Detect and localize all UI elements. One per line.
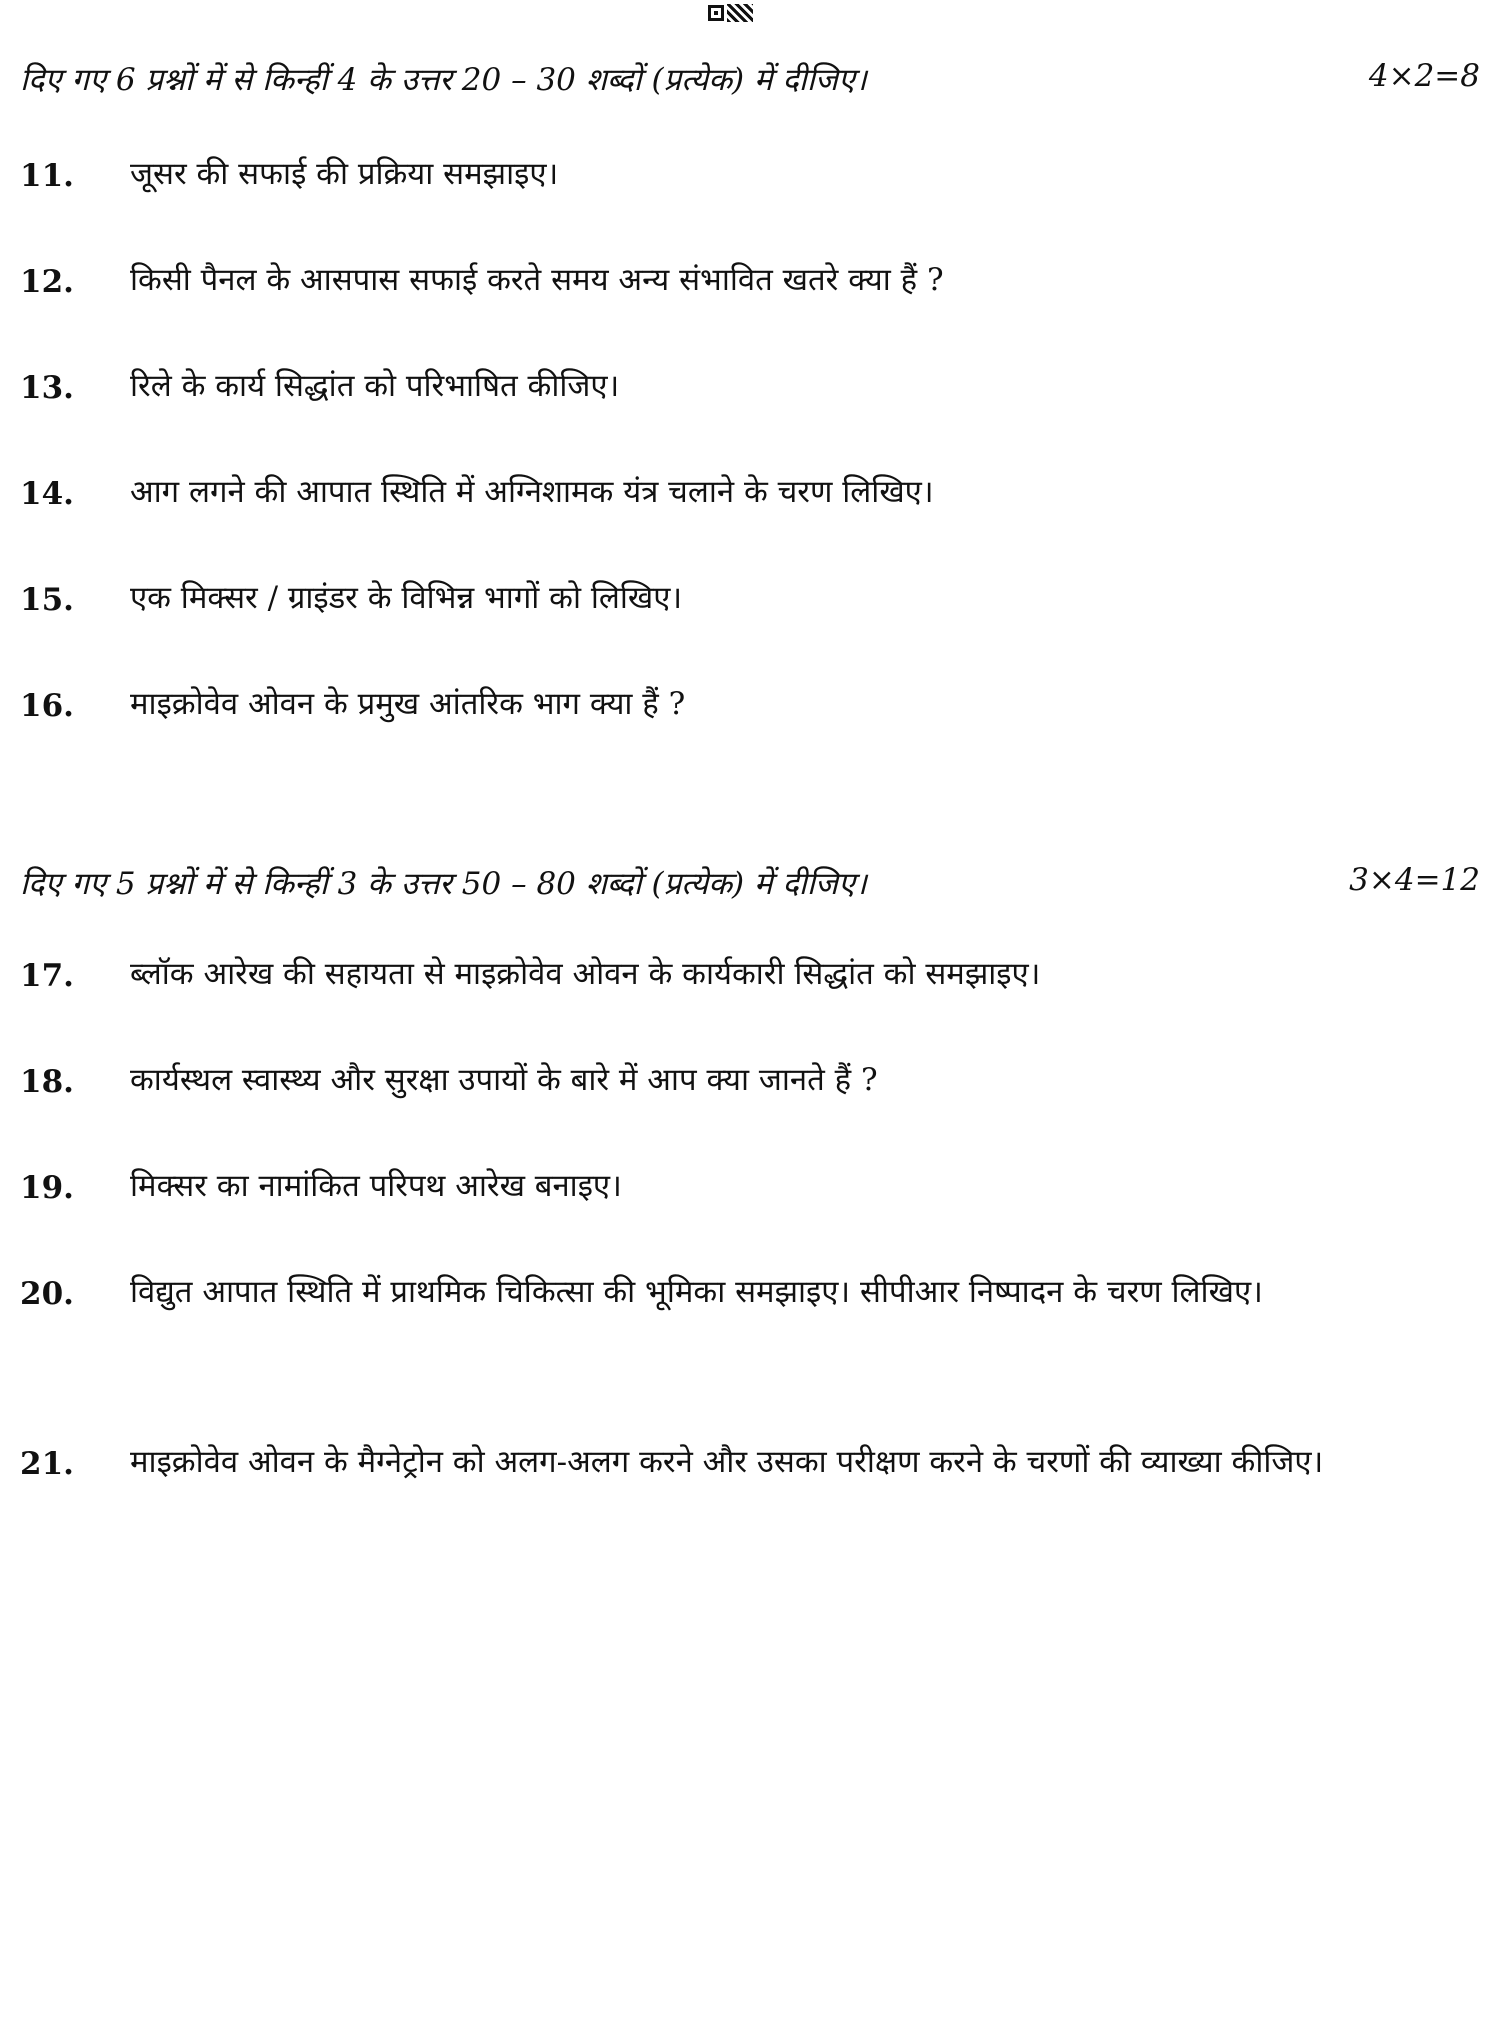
question-text: मिक्सर का नामांकित परिपथ आरेख बनाइए। xyxy=(130,1168,622,1204)
question-item xyxy=(20,688,1420,738)
question-text: माइक्रोवेव ओवन के मैग्नेट्रोन को अलग-अलग करने और उसका परीक्षण करने के चरणों की व्याख्या कीजिए। xyxy=(130,1444,1324,1480)
question-item xyxy=(20,1064,1420,1114)
question-number: 18. xyxy=(20,1064,74,1100)
question-text: ब्लॉक आरेख की सहायता से माइक्रोवेव ओवन के कार्यकारी सिद्धांत को समझाइए। xyxy=(130,956,1041,992)
question-number: 14. xyxy=(20,476,74,512)
question-number: 15. xyxy=(20,582,74,618)
question-number: 12. xyxy=(20,264,74,300)
section-instruction xyxy=(20,862,1480,904)
question-item xyxy=(20,264,1420,314)
question-number: 16. xyxy=(20,688,74,724)
question-number: 21. xyxy=(20,1446,74,1482)
question-item xyxy=(20,370,1420,420)
question-text: कार्यस्थल स्वास्थ्य और सुरक्षा उपायों के बारे में आप क्या जानते हैं ? xyxy=(130,1062,878,1098)
question-number: 17. xyxy=(20,958,74,994)
marks-scheme: 3×4=12 xyxy=(1349,862,1480,898)
question-item xyxy=(20,1170,1420,1220)
section-instruction xyxy=(20,58,1480,100)
question-text: जूसर की सफाई की प्रक्रिया समझाइए। xyxy=(130,156,559,192)
question-number: 20. xyxy=(20,1276,74,1312)
question-text: विद्युत आपात स्थिति में प्राथमिक चिकित्सा की भूमिका समझाइए। सीपीआर निष्पादन के चरण लिखिए। xyxy=(130,1274,1263,1310)
instruction-text: दिए गए 5 प्रश्नों में से किन्हीं 3 के उत्तर 50 – 80 शब्दों (प्रत्येक) में दीजिए। xyxy=(20,866,867,902)
question-number: 19. xyxy=(20,1170,74,1206)
question-text: एक मिक्सर / ग्राइंडर के विभिन्न भागों को लिखिए। xyxy=(130,580,683,616)
question-item xyxy=(20,158,1420,208)
question-text: किसी पैनल के आसपास सफाई करते समय अन्य संभावित खतरे क्या हैं ? xyxy=(130,262,944,298)
instruction-text: दिए गए 6 प्रश्नों में से किन्हीं 4 के उत्तर 20 – 30 शब्दों (प्रत्येक) में दीजिए। xyxy=(20,62,867,98)
question-text: आग लगने की आपात स्थिति में अग्निशामक यंत्र चलाने के चरण लिखिए। xyxy=(130,474,934,510)
qr-code-icon xyxy=(708,2,768,24)
question-item xyxy=(20,476,1420,526)
question-item xyxy=(20,1446,1420,1496)
question-number: 13. xyxy=(20,370,74,406)
question-text: माइक्रोवेव ओवन के प्रमुख आंतरिक भाग क्या हैं ? xyxy=(130,686,686,722)
question-number: 11. xyxy=(20,158,74,194)
question-text: रिले के कार्य सिद्धांत को परिभाषित कीजिए। xyxy=(130,368,620,404)
question-item xyxy=(20,582,1420,632)
marks-scheme: 4×2=8 xyxy=(1368,58,1480,94)
question-item xyxy=(20,958,1420,1008)
question-item xyxy=(20,1276,1420,1326)
